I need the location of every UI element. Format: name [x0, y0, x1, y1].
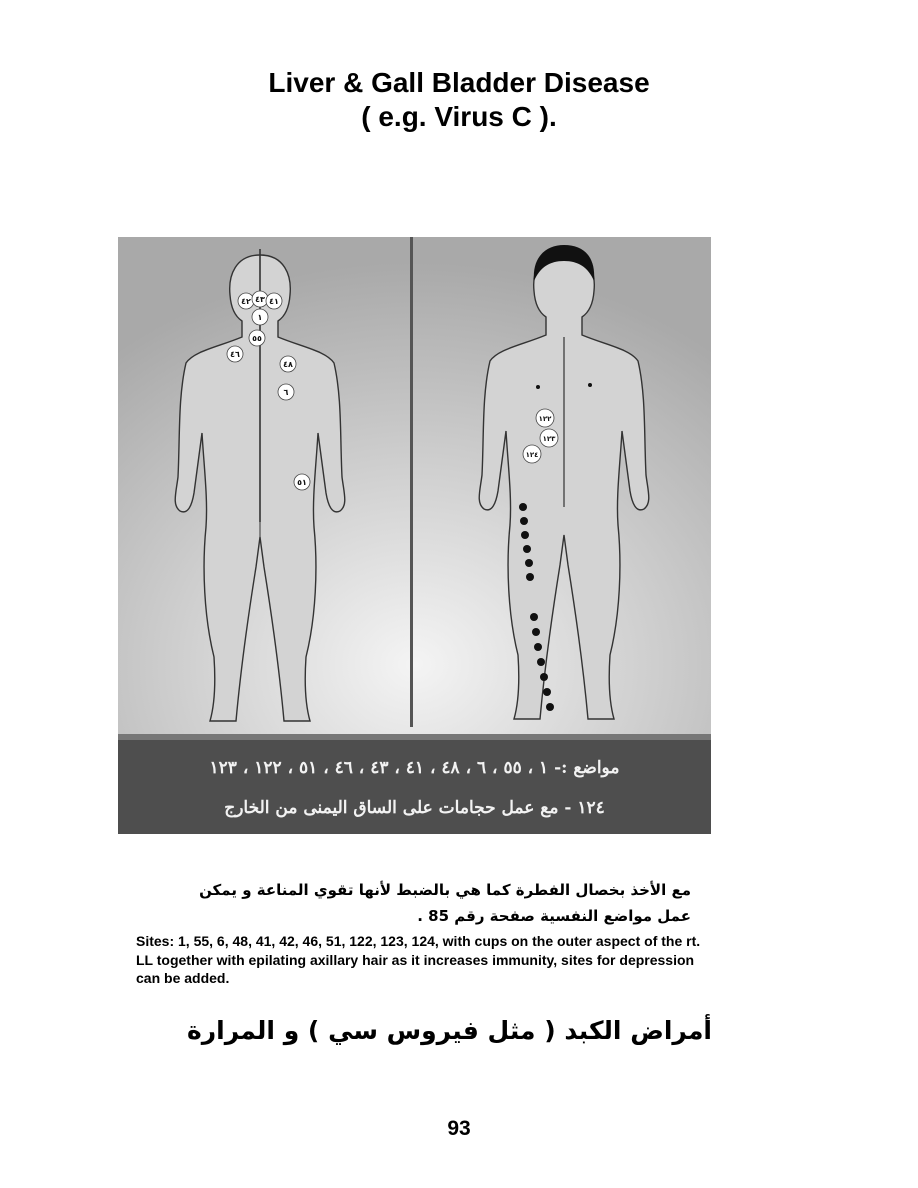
- site-label: ١٢٣: [542, 435, 556, 443]
- site-label: ٥٥: [252, 334, 262, 343]
- cup-dot: [520, 517, 528, 525]
- english-sites-note: Sites: 1, 55, 6, 48, 41, 42, 46, 51, 122, 123, 124, with cups on the outer aspect of the rt. LL together with epilating axillary hair as it increases immunity, sites for depression can be added.: [136, 933, 701, 986]
- site-label: ٤٨: [283, 360, 293, 369]
- site-label: ٦: [283, 388, 289, 397]
- arabic-title: أمراض الكبد ( مثل فيروس سي ) و المرارة: [187, 1016, 712, 1045]
- cup-dot: [543, 688, 551, 696]
- site-label: ٤١: [269, 297, 279, 306]
- cup-dot: [525, 559, 533, 567]
- site-label: ١٢٤: [525, 451, 539, 459]
- figure-caption-band: [118, 740, 711, 834]
- arabic-note-line-2: عمل مواضع النفسية صفحة رقم 85 .: [417, 907, 691, 925]
- site-label: ١٢٢: [538, 415, 552, 423]
- right-nipple-dot: [588, 383, 592, 387]
- title-line-1: Liver & Gall Bladder Disease: [268, 67, 650, 98]
- cup-dot: [521, 531, 529, 539]
- page-title: [0, 66, 918, 134]
- cup-dot: [537, 658, 545, 666]
- title-line-2: ( e.g. Virus C ).: [361, 101, 557, 132]
- cup-dot: [534, 643, 542, 651]
- left-nipple-dot: [536, 385, 540, 389]
- figure-divider: [410, 237, 413, 727]
- site-label: ٥١: [297, 478, 307, 487]
- site-label: ٤٢: [241, 297, 251, 306]
- site-label: ٤٣: [255, 295, 265, 304]
- cup-dot: [546, 703, 554, 711]
- cup-dot: [526, 573, 534, 581]
- cup-dot: [530, 613, 538, 621]
- page-number: 93: [447, 1117, 471, 1140]
- cup-dot: [523, 545, 531, 553]
- site-label: ٤٦: [230, 350, 240, 359]
- cup-dot: [532, 628, 540, 636]
- caption-note-line: ١٢٤ - مع عمل حجامات على الساق اليمنى من الخارج: [224, 798, 605, 818]
- arabic-note-line-1: مع الأخذ بخصال الفطرة كما هي بالضبط لأنها تقوي المناعة و يمكن: [199, 881, 691, 899]
- cup-dot: [540, 673, 548, 681]
- cup-dot: [519, 503, 527, 511]
- site-label: ١: [257, 313, 263, 322]
- caption-sites-line: مواضع :- ١ ، ٥٥ ، ٦ ، ٤٨ ، ٤١ ، ٤٣ ، ٤٦ ، ٥١ ، ١٢٢ ، ١٢٣: [209, 758, 620, 778]
